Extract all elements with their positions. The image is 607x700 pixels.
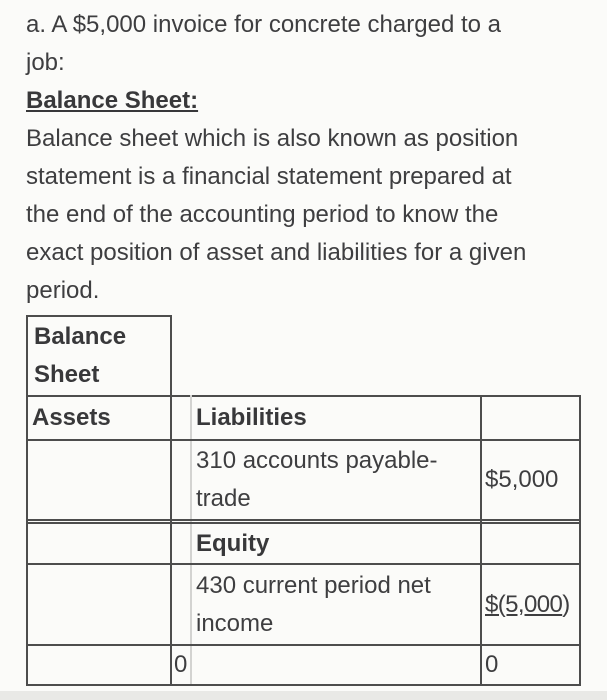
equity-total-value: 0 <box>481 645 580 685</box>
section-heading-text: Balance Sheet: <box>26 87 199 114</box>
intro-line-1: a. A $5,000 invoice for concrete charged to a <box>26 11 501 38</box>
description-line-5: period. <box>26 277 100 304</box>
equity-header-amount-cell <box>481 523 580 564</box>
liabilities-header-cell: Liabilities <box>191 396 481 440</box>
equity-amount-cell <box>481 564 580 645</box>
assets-empty-cell <box>27 440 171 520</box>
spacer-cell <box>171 440 191 520</box>
table-title-empty-area <box>171 316 580 396</box>
page-bottom-strip <box>0 691 607 700</box>
description-line-2: statement is a financial statement prepared at <box>26 163 512 190</box>
table-title-row <box>27 316 580 396</box>
spacer-cell <box>171 523 191 564</box>
balance-sheet-table <box>26 315 581 686</box>
equity-header-row <box>27 523 580 564</box>
assets-subtotal-spacer-cell <box>171 396 191 440</box>
table-corner-cell: Balance Sheet <box>27 316 171 396</box>
liabilities-amount-cell: $5,000 <box>481 440 580 520</box>
intro-line-2: job: <box>26 49 65 76</box>
equity-item-row <box>27 564 580 645</box>
liabilities-item-cell <box>191 440 481 520</box>
spacer-cell <box>171 564 191 645</box>
assets-total-empty-cell <box>27 645 171 685</box>
totals-row <box>27 645 580 685</box>
description-line-4: exact position of asset and liabilities for a given <box>26 239 527 266</box>
description-line-3: the end of the accounting period to know the <box>26 201 499 228</box>
assets-header-cell: Assets <box>27 396 171 440</box>
equity-header-cell: Equity <box>191 523 481 564</box>
liabilities-item-text: 310 accounts payable-trade <box>196 447 438 512</box>
table-header-row <box>27 396 580 440</box>
equity-amount-underlined: $(5,000 <box>485 590 563 618</box>
liabilities-item-row <box>27 440 580 520</box>
section-heading <box>26 82 589 120</box>
assets-empty-cell <box>27 564 171 645</box>
equity-item-text: 430 current period net income <box>196 571 431 637</box>
equity-item-cell <box>191 564 481 645</box>
equity-amount-suffix: ) <box>562 590 570 618</box>
assets-total-value: 0 <box>171 645 191 685</box>
liabilities-header-amount-cell <box>481 396 580 440</box>
assets-empty-cell <box>27 523 171 564</box>
description-line-1: Balance sheet which is also known as position <box>26 125 519 152</box>
totals-empty-cell <box>191 645 481 685</box>
